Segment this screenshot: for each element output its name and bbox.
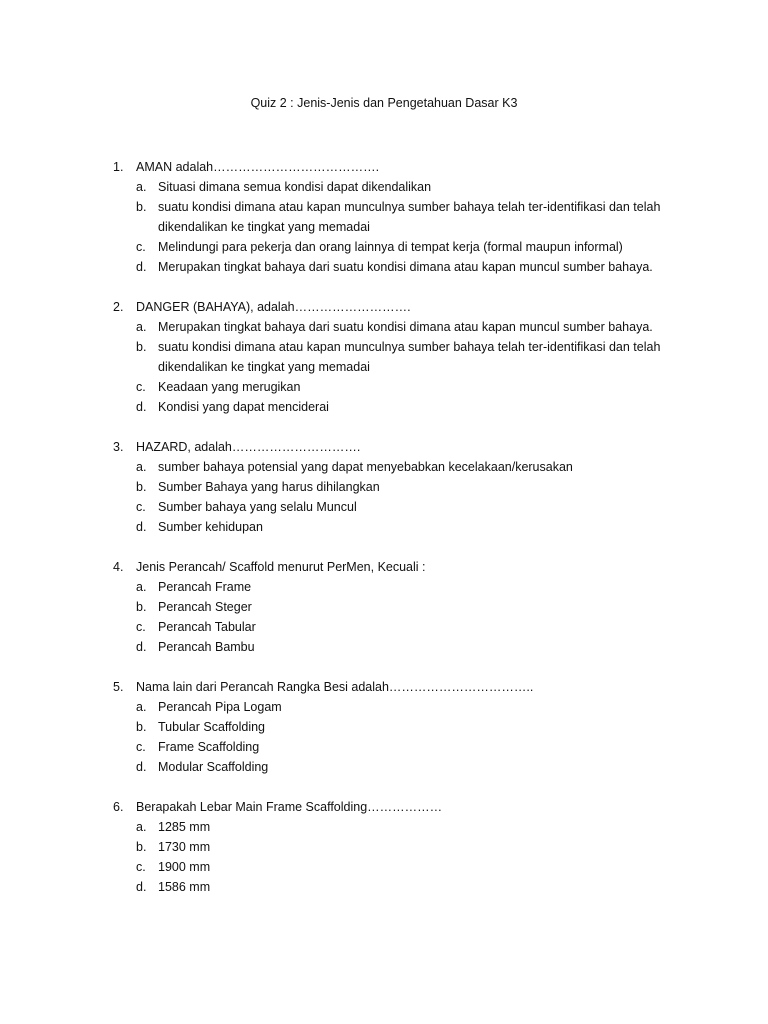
question-text: Berapakah Lebar Main Frame Scaffolding……………… <box>136 800 443 814</box>
question-text: AMAN adalah…………………………………. <box>136 160 380 174</box>
option-letter: b. <box>136 600 147 614</box>
option-c <box>0 737 768 757</box>
option-letter: d. <box>136 880 147 894</box>
option-text: Sumber kehidupan <box>158 520 263 534</box>
question-number: 4. <box>113 560 124 574</box>
option-letter: a. <box>136 460 147 474</box>
question-text: DANGER (BAHAYA), adalah………………………. <box>136 300 411 314</box>
question-text: Jenis Perancah/ Scaffold menurut PerMen, Kecuali : <box>136 560 426 574</box>
option-letter: b. <box>136 720 147 734</box>
option-b <box>0 717 768 737</box>
option-letter: a. <box>136 320 147 334</box>
question-row <box>0 677 768 697</box>
option-letter: a. <box>136 580 147 594</box>
option-text: 1586 mm <box>158 880 211 894</box>
option-letter: d. <box>136 260 147 274</box>
option-letter: a. <box>136 820 147 834</box>
option-b <box>0 337 768 377</box>
option-c <box>0 237 768 257</box>
option-b <box>0 477 768 497</box>
option-d <box>0 397 768 417</box>
option-text: Melindungi para pekerja dan orang lainnya di tempat kerja (formal maupun informal) <box>158 240 623 254</box>
question-2 <box>0 297 768 417</box>
option-letter: b. <box>136 840 147 854</box>
question-number: 2. <box>113 300 124 314</box>
option-a <box>0 457 768 477</box>
question-row <box>0 557 768 577</box>
question-number: 1. <box>113 160 124 174</box>
option-c <box>0 857 768 877</box>
question-row <box>0 437 768 457</box>
option-text: Kondisi yang dapat menciderai <box>158 400 329 414</box>
question-number: 5. <box>113 680 124 694</box>
option-d <box>0 517 768 537</box>
option-text: Modular Scaffolding <box>158 760 269 774</box>
option-text: Perancah Steger <box>158 600 252 614</box>
option-a <box>0 817 768 837</box>
option-b <box>0 197 768 237</box>
option-text: Merupakan tingkat bahaya dari suatu kondisi dimana atau kapan muncul sumber bahaya. <box>158 320 653 334</box>
option-letter: c. <box>136 740 146 754</box>
option-letter: b. <box>136 340 147 354</box>
option-d <box>0 637 768 657</box>
option-text: Perancah Pipa Logam <box>158 700 282 714</box>
option-text: suatu kondisi dimana atau kapan munculnya sumber bahaya telah ter-identifikasi dan telah dikendalikan ke tingkat yang memadai <box>158 200 661 234</box>
option-letter: d. <box>136 400 147 414</box>
option-text: Perancah Tabular <box>158 620 256 634</box>
option-d <box>0 757 768 777</box>
option-text: Sumber Bahaya yang harus dihilangkan <box>158 480 380 494</box>
option-letter: b. <box>136 200 147 214</box>
option-text: Keadaan yang merugikan <box>158 380 301 394</box>
question-6 <box>0 797 768 897</box>
option-c <box>0 497 768 517</box>
option-letter: c. <box>136 240 146 254</box>
question-text: HAZARD, adalah…………………………. <box>136 440 361 454</box>
option-letter: c. <box>136 620 146 634</box>
option-d <box>0 257 768 277</box>
question-4 <box>0 557 768 657</box>
option-text: Frame Scaffolding <box>158 740 260 754</box>
option-letter: c. <box>136 500 146 514</box>
option-a <box>0 697 768 717</box>
option-c <box>0 617 768 637</box>
option-text: Perancah Frame <box>158 580 252 594</box>
question-1 <box>0 157 768 277</box>
option-text: Situasi dimana semua kondisi dapat dikendalikan <box>158 180 432 194</box>
option-letter: a. <box>136 700 147 714</box>
question-5 <box>0 677 768 777</box>
option-letter: d. <box>136 760 147 774</box>
question-row <box>0 797 768 817</box>
option-letter: a. <box>136 180 147 194</box>
option-b <box>0 837 768 857</box>
option-letter: c. <box>136 380 146 394</box>
question-number: 3. <box>113 440 124 454</box>
option-letter: d. <box>136 520 147 534</box>
option-text: Merupakan tingkat bahaya dari suatu kondisi dimana atau kapan muncul sumber bahaya. <box>158 260 653 274</box>
option-a <box>0 317 768 337</box>
option-text: Sumber bahaya yang selalu Muncul <box>158 500 357 514</box>
option-text: 1900 mm <box>158 860 211 874</box>
option-text: 1730 mm <box>158 840 211 854</box>
option-b <box>0 597 768 617</box>
question-number: 6. <box>113 800 124 814</box>
option-letter: b. <box>136 480 147 494</box>
option-text: sumber bahaya potensial yang dapat menyebabkan kecelakaan/kerusakan <box>158 460 573 474</box>
question-3 <box>0 437 768 537</box>
option-a <box>0 177 768 197</box>
option-letter: d. <box>136 640 147 654</box>
option-text: Tubular Scaffolding <box>158 720 266 734</box>
option-c <box>0 377 768 397</box>
option-letter: c. <box>136 860 146 874</box>
question-row <box>0 297 768 317</box>
option-text: Perancah Bambu <box>158 640 255 654</box>
option-text: suatu kondisi dimana atau kapan munculnya sumber bahaya telah ter-identifikasi dan telah dikendalikan ke tingkat yang memadai <box>158 340 661 374</box>
option-a <box>0 577 768 597</box>
question-text: Nama lain dari Perancah Rangka Besi adalah…………………………….. <box>136 680 534 694</box>
page-title: Quiz 2 : Jenis-Jenis dan Pengetahuan Dasar K3 <box>250 96 518 110</box>
question-row <box>0 157 768 177</box>
option-d <box>0 877 768 897</box>
option-text: 1285 mm <box>158 820 211 834</box>
